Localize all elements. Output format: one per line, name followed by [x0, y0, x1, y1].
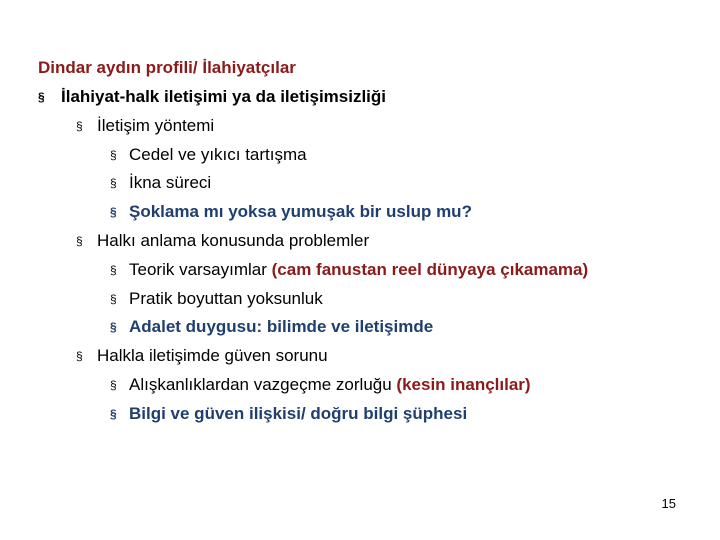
list-item-text: Alışkanlıklardan vazgeçme zorluğu: [129, 375, 397, 394]
bullet-icon: §: [110, 205, 117, 219]
highlight-text: (cam fanustan reel dünyaya çıkamama): [271, 260, 589, 279]
list-item: [110, 143, 307, 167]
list-item-text: Bilgi ve güven ilişkisi/ doğru bilgi şüphesi: [129, 404, 468, 423]
list-item: [110, 200, 472, 224]
bullet-icon: §: [76, 349, 83, 363]
list-item: [76, 229, 369, 253]
list-item-text: İletişim yöntemi: [97, 116, 215, 135]
list-item-text: Pratik boyuttan yoksunluk: [129, 289, 323, 308]
highlight-text: (kesin inançlılar): [396, 375, 531, 394]
bullet-icon: §: [110, 378, 117, 392]
list-item-text: Halkla iletişimde güven sorunu: [97, 346, 328, 365]
list-item: [76, 114, 214, 138]
list-item-text: Teorik varsayımlar: [129, 260, 272, 279]
list-item: [110, 287, 323, 311]
list-item-text: Halkı anlama konusunda problemler: [97, 231, 370, 250]
bullet-icon: §: [38, 90, 45, 104]
list-item-text: İlahiyat-halk iletişimi ya da iletişimsizliği: [61, 87, 387, 106]
page-number: 15: [661, 496, 676, 511]
list-item: [110, 258, 588, 282]
list-item-text: İkna süreci: [129, 173, 212, 192]
bullet-icon: §: [76, 119, 83, 133]
bullet-icon: §: [110, 263, 117, 277]
list-item: [38, 85, 386, 109]
bullet-icon: §: [110, 292, 117, 306]
list-item-text: Cedel ve yıkıcı tartışma: [129, 145, 307, 164]
list-item-text: Adalet duygusu: bilimde ve iletişimde: [129, 317, 434, 336]
slide-title: Dindar aydın profili/ İlahiyatçılar: [38, 58, 296, 77]
bullet-icon: §: [110, 320, 117, 334]
list-item-text: Şoklama mı yoksa yumuşak bir uslup mu?: [129, 202, 472, 221]
bullet-icon: §: [76, 234, 83, 248]
bullet-icon: §: [110, 176, 117, 190]
list-item: [110, 402, 467, 426]
list-item: [110, 373, 531, 397]
bullet-icon: §: [110, 407, 117, 421]
list-item: [76, 344, 328, 368]
list-item: [110, 171, 211, 195]
bullet-icon: §: [110, 148, 117, 162]
list-item: [110, 315, 433, 339]
